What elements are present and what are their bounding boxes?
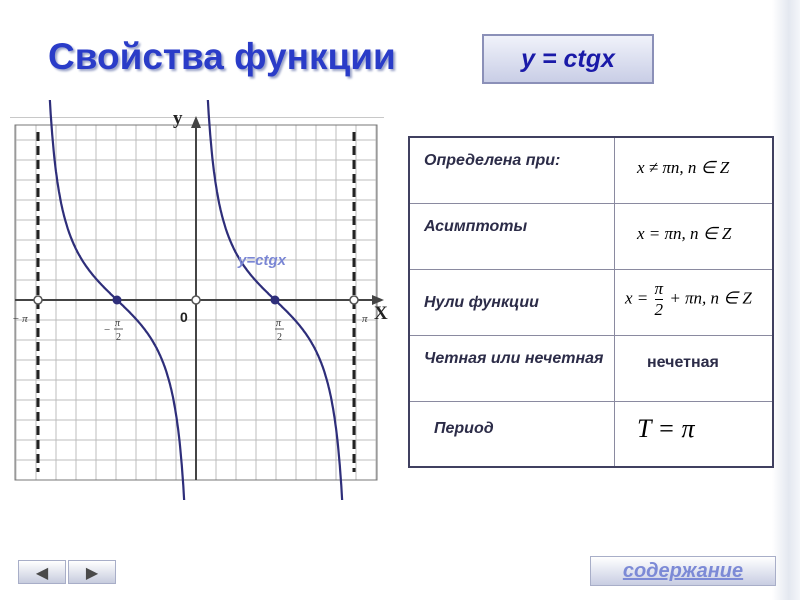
zeros-value-cell bbox=[615, 269, 774, 335]
table-row-zeros bbox=[409, 269, 773, 335]
domain-value-cell bbox=[615, 137, 774, 203]
cotangent-graph bbox=[0, 100, 400, 500]
arrow-right-icon: ▶ bbox=[85, 562, 99, 582]
tick-label-neg-pi: − π bbox=[12, 313, 28, 325]
parity-label: Четная или нечетная bbox=[409, 335, 615, 401]
slide-title: Свойства функции bbox=[48, 36, 396, 77]
zeros-value-suffix: + πn, n ∈ Z bbox=[665, 287, 752, 307]
table-row-domain bbox=[409, 137, 773, 203]
prev-slide-button[interactable] bbox=[18, 560, 66, 584]
parity-value: нечетная bbox=[647, 353, 719, 371]
zeros-label: Нули функции bbox=[409, 269, 615, 335]
asymptotes-value: x = πn, n ∈ Z bbox=[637, 223, 732, 243]
tick-label-neg-half-pi-num: π bbox=[115, 318, 121, 329]
zeros-value bbox=[625, 279, 752, 320]
function-formula-box: y = ctgx bbox=[482, 34, 654, 84]
period-value: T = π bbox=[637, 413, 695, 443]
zeros-value-prefix: x = bbox=[625, 287, 653, 307]
table-row-period bbox=[409, 401, 773, 467]
table-row-asymptotes bbox=[409, 203, 773, 269]
origin-label: 0 bbox=[180, 309, 188, 325]
open-point-neg-pi bbox=[34, 296, 42, 304]
zero-point-neg-half-pi bbox=[113, 296, 122, 305]
tick-label-neg-half-pi-den: 2 bbox=[116, 332, 121, 343]
tick-label-half-pi-num: π bbox=[276, 318, 282, 329]
next-slide-button[interactable] bbox=[68, 560, 116, 584]
zeros-value-fraction bbox=[655, 279, 664, 320]
zeros-fraction-numerator: π bbox=[654, 278, 664, 298]
tick-label-half-pi-den: 2 bbox=[277, 332, 282, 343]
tick-label-neg-half-pi-minus: − bbox=[104, 324, 111, 336]
arrow-left-icon: ◀ bbox=[35, 562, 49, 582]
period-value-cell bbox=[615, 401, 774, 467]
y-axis-arrow bbox=[191, 116, 201, 128]
tick-label-pi: π bbox=[362, 313, 368, 325]
domain-value: x ≠ πn, n ∈ Z bbox=[637, 158, 730, 177]
y-axis-label: y bbox=[173, 108, 183, 129]
zeros-fraction-denominator: 2 bbox=[654, 299, 664, 319]
domain-label: Определена при: bbox=[409, 137, 615, 203]
curve-label: y=ctgx bbox=[238, 252, 286, 269]
parity-value-cell bbox=[615, 335, 774, 401]
table-row-parity bbox=[409, 335, 773, 401]
period-label: Период bbox=[409, 401, 615, 467]
open-point-origin bbox=[192, 296, 200, 304]
zero-point-half-pi bbox=[271, 296, 280, 305]
contents-link-button[interactable]: содержание bbox=[590, 556, 776, 586]
asymptotes-value-cell bbox=[615, 203, 774, 269]
right-edge-strip bbox=[772, 0, 800, 600]
x-axis-label: X bbox=[374, 303, 388, 324]
asymptotes-label: Асимптоты bbox=[409, 203, 615, 269]
properties-table bbox=[408, 136, 774, 468]
open-point-pi bbox=[350, 296, 358, 304]
